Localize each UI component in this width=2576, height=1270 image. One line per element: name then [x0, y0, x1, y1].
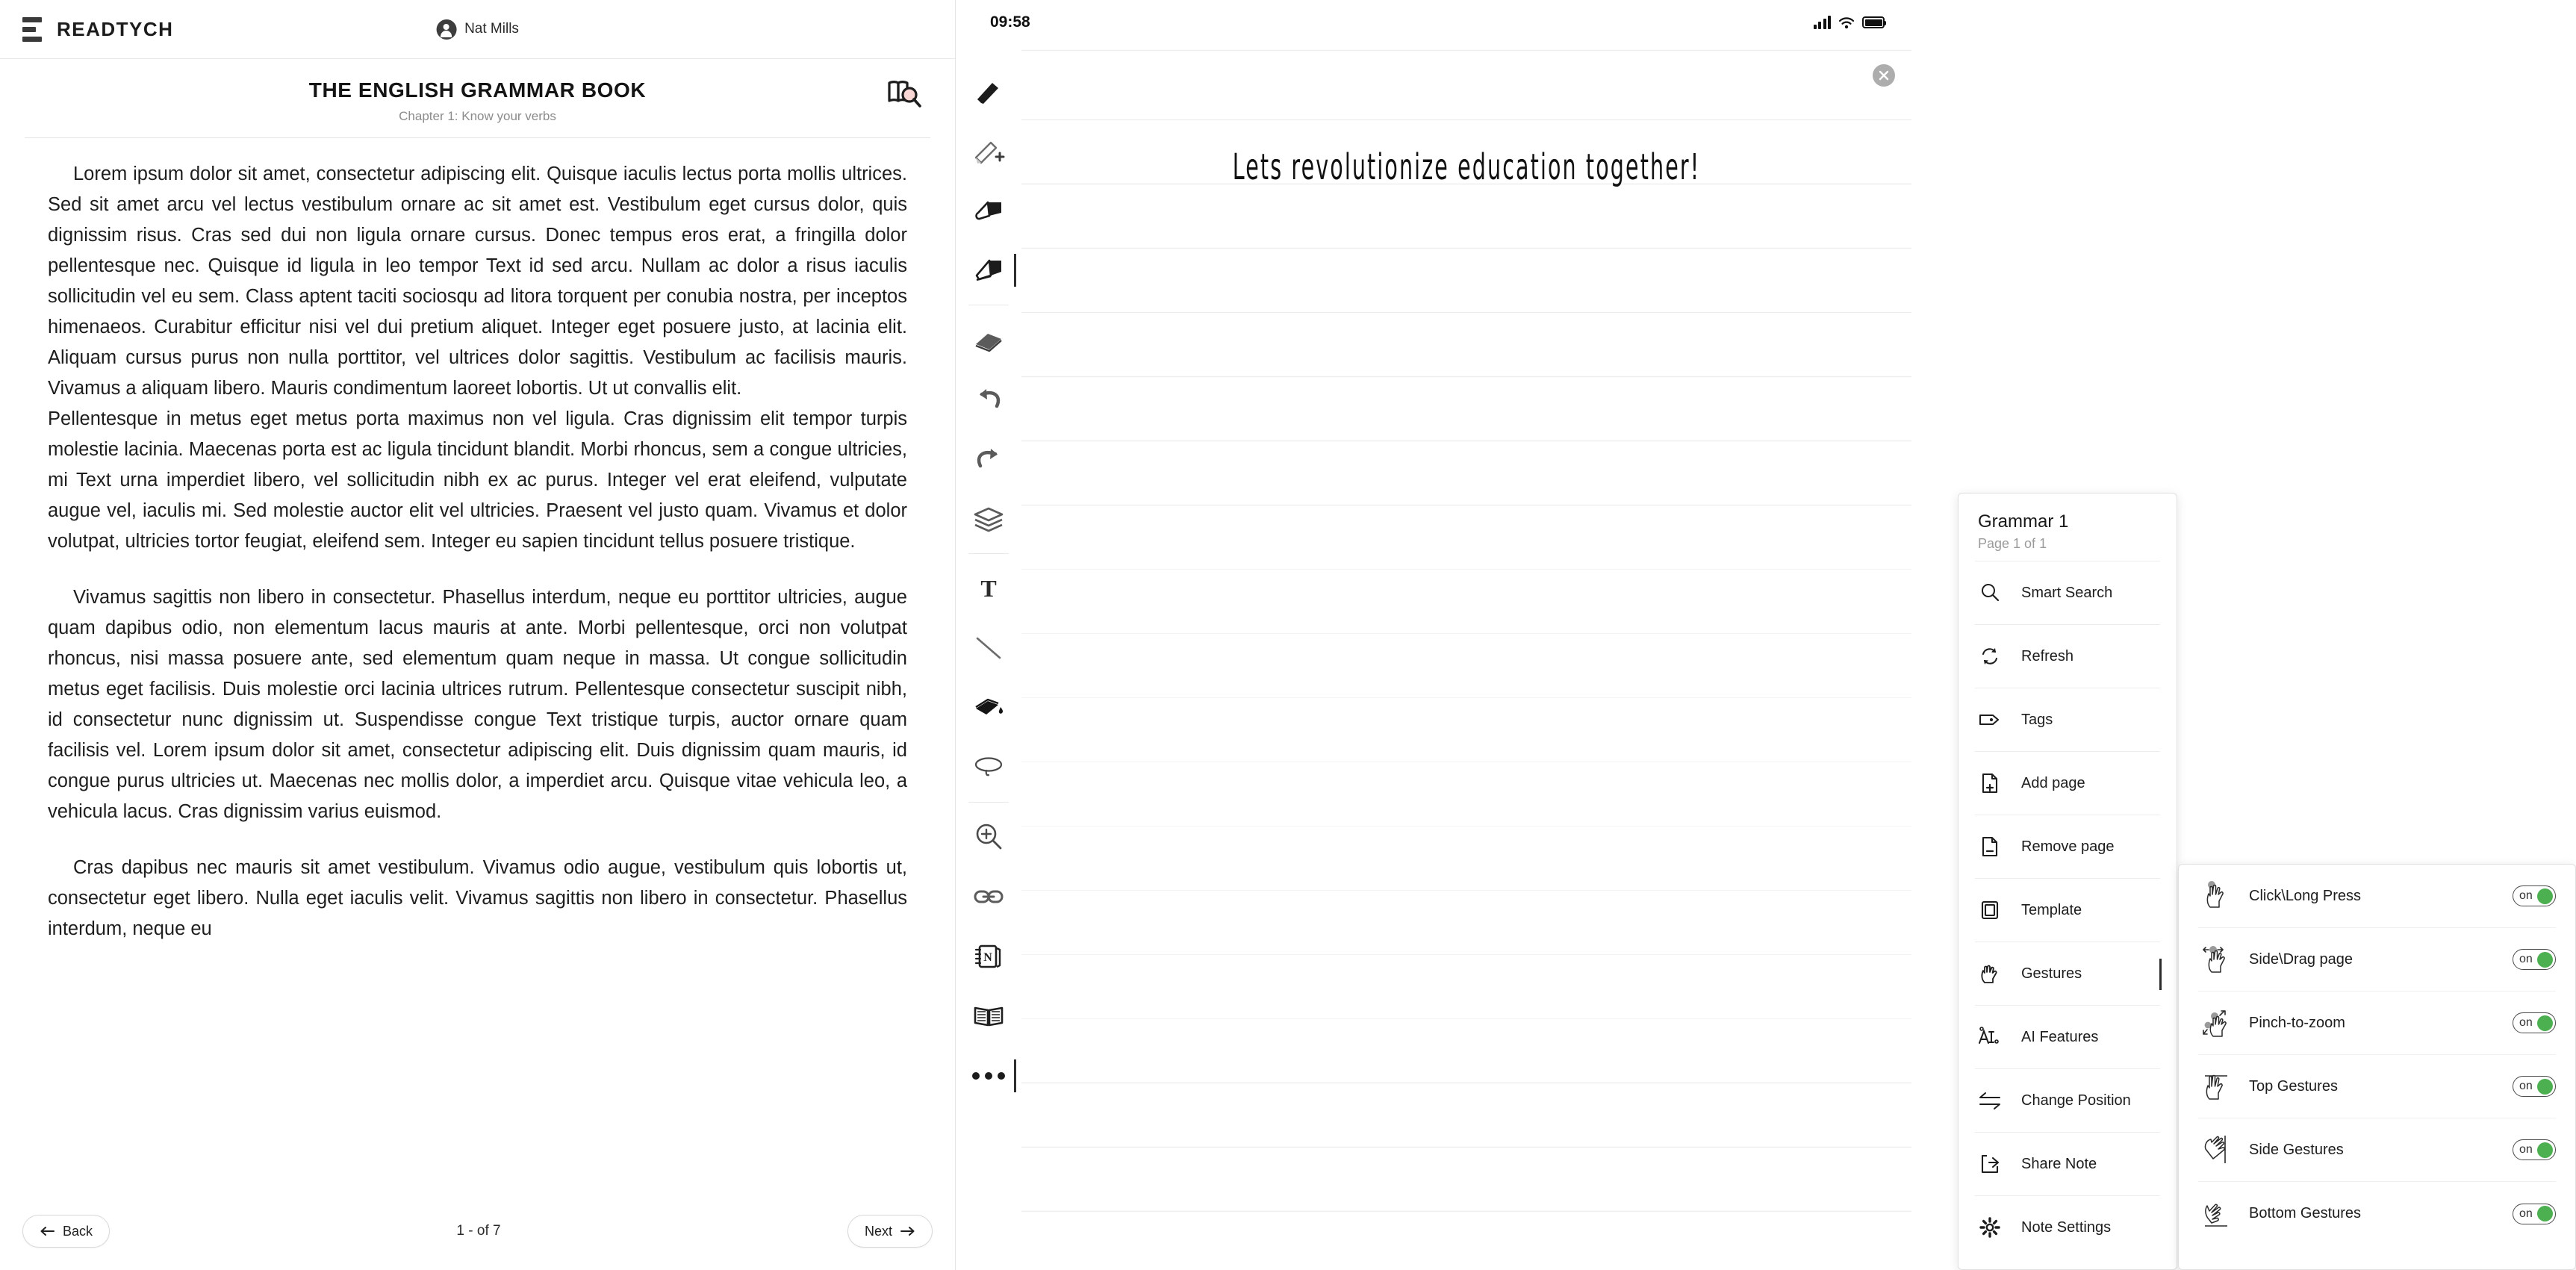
menu-item-label: Refresh [2021, 647, 2074, 664]
magnifier-plus-icon[interactable] [964, 807, 1013, 867]
side-swipe-hand-icon [2198, 1133, 2239, 1166]
chapter-subtitle: Chapter 1: Know your verbs [399, 109, 556, 123]
link-icon[interactable] [964, 867, 1013, 927]
tool-divider [968, 802, 1009, 803]
toggle-knob [2537, 888, 2553, 904]
note-title: Grammar 1 [1978, 511, 2069, 532]
menu-header [1959, 494, 2177, 561]
gesture-row-bottom-gestures[interactable] [2198, 1182, 2556, 1245]
eraser-icon[interactable] [964, 310, 1013, 370]
line-icon[interactable] [964, 618, 1013, 678]
back-button[interactable] [22, 1215, 110, 1248]
pen-add-icon[interactable] [964, 121, 1013, 181]
wifi-icon [1838, 16, 1855, 29]
note-ruled-paper[interactable] [1021, 45, 1911, 1270]
gesture-toggle[interactable] [2513, 1012, 2556, 1033]
gesture-label: Side Gestures [2249, 1141, 2344, 1158]
user-avatar-icon [436, 19, 456, 40]
reader-pane [0, 0, 956, 1270]
page-remove-icon [1975, 835, 2005, 858]
notebook-N-icon[interactable] [964, 927, 1013, 986]
gestures-settings-panel [2178, 864, 2576, 1270]
note-pane [956, 0, 2533, 1270]
paragraph: Vivamus sagittis non libero in consectetur. Phasellus interdum, neque eu porttitor ultricies, augue quam dapibus odio, non elementum lacus mauris at ante. Morbi pellentesque, orci non volutpat rhoncus, nisi massa posuere ante, sed elementum quam neque in massa. Ut congue sollicitudin metus eget facilisis. Duis molestie orci lacinia ultrices rutrum. Pellentesque consectetur suscipit nibh, id consectetur nunc dignissim ut. Suspendisse congue Text tristique turpis, auctor ornare quam facilisis vel. Lorem ipsum dolor sit amet, consectetur adipiscing elit. Duis dignissim quam mauris, id congue purus ultricies ut. Maecenas nec mollis dolor, a imperdiet arcu. Quisque vitae vehicula leo, a vehicula lacus. Cras dignissim varius euismod. [48, 587, 907, 822]
paragraph: Cras dapibus nec mauris sit amet vestibulum. Vivamus odio augue, vestibulum quis lobortis ut, consectetur eget libero. Nulla eget iaculis velit. Vivamus sagittis non libero in consectetur. Phasellus interdum, neque eu [48, 857, 907, 939]
gesture-toggle[interactable] [2513, 885, 2556, 906]
arrow-right-icon [900, 1226, 915, 1236]
toggle-state-label: on [2519, 1143, 2533, 1156]
toggle-knob [2537, 1079, 2553, 1095]
undo-icon[interactable] [964, 370, 1013, 429]
toggle-knob [2537, 952, 2553, 968]
menu-item-note-settings[interactable] [1975, 1195, 2160, 1259]
reader-footer [0, 1206, 955, 1270]
page-add-icon [1975, 772, 2005, 794]
ai-text-icon [1975, 1026, 2005, 1048]
toggle-state-label: on [2519, 889, 2533, 902]
toggle-knob [2537, 1015, 2553, 1031]
gesture-toggle[interactable] [2513, 1076, 2556, 1097]
gesture-label: Side\Drag page [2249, 950, 2353, 968]
menu-item-gestures[interactable] [1975, 941, 2160, 1005]
text-T-icon[interactable] [964, 558, 1013, 618]
pinch-hand-icon [2198, 1006, 2239, 1039]
page-title: THE ENGLISH GRAMMAR BOOK [308, 78, 647, 102]
battery-full-icon [1862, 16, 1885, 28]
gesture-row-click-long-press[interactable] [2198, 865, 2556, 928]
status-icons [1814, 16, 1885, 29]
gesture-toggle[interactable] [2513, 949, 2556, 970]
paint-bucket-icon[interactable] [964, 678, 1013, 738]
menu-item-remove-page[interactable] [1975, 815, 2160, 878]
menu-item-label: Share Note [2021, 1155, 2097, 1172]
gesture-label: Click\Long Press [2249, 887, 2362, 904]
top-swipe-hand-icon [2198, 1071, 2239, 1102]
menu-item-label: Template [2021, 901, 2082, 918]
user-chip[interactable] [436, 19, 519, 40]
gesture-row-side-drag-page[interactable] [2198, 928, 2556, 992]
book-header [25, 59, 930, 138]
tool-divider [968, 553, 1009, 554]
layers-icon[interactable] [964, 489, 1013, 549]
paragraph: Pellentesque in metus eget metus porta maximus non vel ligula. Cras dignissim elit tempor turpis molestie lacinia. Maecenas porta est ac ligula tincidunt blandit. Morbi rhoncus, sem a congue ultricies, mi Text urna imperdiet libero, vel sollicitudin nibh ex ac purus. Integer vel erat eleifend, vulputate augue vel, iaculis mi. Sed molestie auctor elit vel ultricies. Praesent vel justo quam. Vivamus et dolor volutpat, ultricies tortor feugiat, eleifend sem. Integer eu sapien tincidunt tellus posuere tristique. [48, 408, 907, 552]
status-time: 09:58 [990, 13, 1030, 31]
active-tool-indicator [1014, 254, 1016, 287]
svg-text:N: N [983, 951, 992, 964]
gesture-row-side-gestures[interactable] [2198, 1118, 2556, 1182]
paragraph: Lorem ipsum dolor sit amet, consectetur adipiscing elit. Quisque iaculis lectus porta mollis ultrices. Sed sit amet arcu vel lectus vestibulum ornare ac sit amet est. Vestibulum eget cursus dolor, quis dignissim risus. Cras sed dui non ligula ornare cursus. Donec tempus eros erat, a fringilla dolor pellentesque nec. Quisque id ligula in leo tempor Text id sed arcu. Nullam ac dolor a risus iaculis sollicitudin vel eu sem. Class aptent taciti sociosqu ad litora torquent per conubia nostra, per inceptos himenaeos. Curabitur efficitur nisi vel dui pretium aliquet. Integer eget posuere justo, at lacinia elit. Aliquam cursus purus non nulla porttitor, vel ultrices dolor sagittis. Vestibulum ac facilisis mauris. Vivamus a aliquam libero. Mauris condimentum laoreet lobortis. Ut ut convallis elit. [48, 164, 907, 399]
more-dots-icon[interactable] [964, 1046, 1013, 1106]
gesture-label: Top Gestures [2249, 1077, 2338, 1095]
reader-topbar [0, 0, 955, 59]
note-page-indicator: Page 1 of 1 [1978, 536, 2047, 551]
tap-hand-icon [2198, 880, 2239, 912]
toggle-state-label: on [2519, 1016, 2533, 1029]
gesture-toggle[interactable] [2513, 1204, 2556, 1224]
bottom-swipe-hand-icon [2198, 1198, 2239, 1230]
app-brand-title: READTYCH [57, 17, 174, 40]
drag-hand-icon [2198, 944, 2239, 975]
next-button-label: Next [864, 1223, 892, 1239]
redo-icon[interactable] [964, 429, 1013, 489]
menu-item-label: Change Position [2021, 1092, 2131, 1109]
user-name: Nat Mills [464, 21, 519, 37]
menu-item-ai-features[interactable] [1975, 1005, 2160, 1068]
menu-item-label: Gestures [2021, 965, 2082, 982]
menu-item-list [1959, 561, 2177, 1259]
menu-item-smart-search[interactable] [1975, 561, 2160, 624]
next-button[interactable] [847, 1215, 933, 1248]
back-button-label: Back [63, 1223, 93, 1239]
note-tool-rail [956, 45, 1021, 1270]
handwritten-note-text: Lets revolutionize education together! [1232, 146, 1701, 189]
menu-item-label: AI Features [2021, 1028, 2099, 1045]
arrow-left-icon [40, 1226, 55, 1236]
share-icon [1975, 1153, 2005, 1175]
menu-item-add-page[interactable] [1975, 751, 2160, 815]
menu-item-label: Note Settings [2021, 1218, 2112, 1236]
menu-item-label: Add page [2021, 774, 2085, 791]
toggle-knob [2537, 1142, 2553, 1158]
menu-item-refresh[interactable] [1975, 624, 2160, 688]
gesture-label: Bottom Gestures [2249, 1205, 2362, 1221]
toggle-state-label: on [2519, 1080, 2533, 1092]
menu-item-label: Remove page [2021, 838, 2115, 855]
book-search-icon[interactable] [885, 75, 927, 113]
menu-item-template[interactable] [1975, 878, 2160, 941]
menu-item-label: Smart Search [2021, 584, 2113, 601]
swap-arrows-icon [1975, 1089, 2005, 1112]
open-book-icon[interactable] [964, 986, 1013, 1046]
refresh-icon [1975, 645, 2005, 667]
pen-icon[interactable] [964, 61, 1013, 121]
gear-icon [1975, 1216, 2005, 1239]
toggle-knob [2537, 1206, 2553, 1221]
highlighter-icon[interactable] [964, 240, 1013, 300]
text-T-glyph: T [980, 574, 997, 602]
active-tool-indicator [1014, 1059, 1016, 1092]
cellular-signal-icon [1814, 16, 1832, 29]
menu-item-change-position[interactable] [1975, 1068, 2160, 1132]
tag-icon [1975, 709, 2005, 731]
more-dots-glyph [972, 1072, 1005, 1080]
close-circle-icon[interactable] [1873, 64, 1895, 87]
gesture-row-pinch-to-zoom[interactable] [2198, 992, 2556, 1055]
gesture-row-top-gestures[interactable] [2198, 1055, 2556, 1118]
hand-gesture-icon [1975, 962, 2005, 985]
menu-item-tags[interactable] [1975, 688, 2160, 751]
toggle-state-label: on [2519, 1207, 2533, 1220]
menu-item-label: Tags [2021, 711, 2053, 728]
device-status-bar [956, 0, 1911, 45]
toggle-state-label: on [2519, 953, 2533, 965]
gesture-toggle[interactable] [2513, 1139, 2556, 1160]
marker-icon[interactable] [964, 181, 1013, 240]
book-text-body [0, 138, 955, 1206]
search-icon [1975, 582, 2005, 604]
gesture-label: Pinch-to-zoom [2249, 1014, 2345, 1031]
hamburger-icon[interactable] [22, 16, 45, 43]
note-options-menu [1958, 493, 2177, 1270]
menu-item-share-note[interactable] [1975, 1132, 2160, 1195]
page-counter: 1 - of 7 [456, 1223, 501, 1239]
lasso-icon[interactable] [964, 738, 1013, 797]
template-icon [1975, 899, 2005, 921]
active-menu-indicator [2159, 959, 2162, 990]
